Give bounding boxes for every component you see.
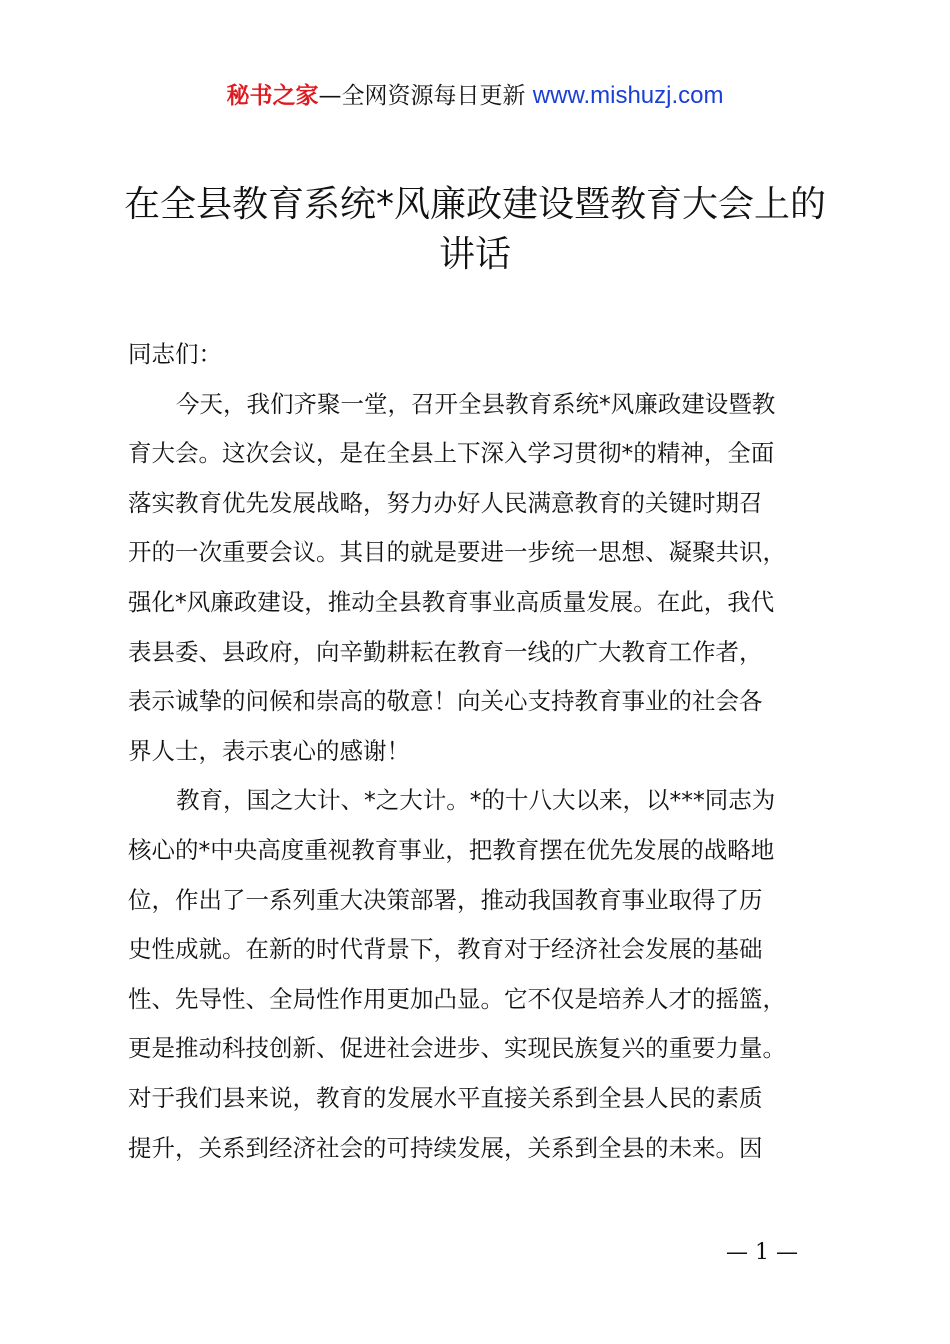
paragraph-line: 表县委、县政府，向辛勤耕耘在教育一线的广大教育工作者， bbox=[128, 637, 763, 666]
site-brand: 秘书之家 bbox=[226, 83, 319, 109]
paragraph-line: 落实教育优先发展战略，努力办好人民满意教育的关键时期召 bbox=[128, 488, 763, 517]
paragraph-line: 性、先导性、全局性作用更加凸显。它不仅是培养人才的摇篮， bbox=[128, 984, 786, 1013]
site-tagline: —全网资源每日更新 bbox=[318, 83, 533, 109]
document-body bbox=[128, 330, 840, 1173]
paragraph-line: 教育，国之大计、*之大计。*的十八大以来，以***同志为 bbox=[176, 786, 776, 815]
page-number: — 1 — bbox=[726, 1240, 798, 1265]
paragraph-line: 强化*风廉政建设，推动全县教育事业高质量发展。在此，我代 bbox=[128, 587, 775, 616]
salutation: 同志们： bbox=[128, 340, 222, 368]
paragraph-line: 史性成就。在新的时代背景下，教育对于经济社会发展的基础 bbox=[128, 935, 763, 964]
title-line-1: 在全县教育系统*风廉政建设暨教育大会上的 bbox=[123, 184, 826, 225]
paragraph-line: 育大会。这次会议，是在全县上下深入学习贯彻*的精神，全面 bbox=[128, 439, 775, 468]
paragraph-line: 更是推动科技创新、促进社会进步、实现民族复兴的重要力量。 bbox=[128, 1034, 786, 1063]
paragraph-line: 位，作出了一系列重大决策部署，推动我国教育事业取得了历 bbox=[128, 885, 763, 914]
paragraph-line: 界人士，表示衷心的感谢！ bbox=[128, 736, 410, 765]
paragraph-line: 今天，我们齐聚一堂，召开全县教育系统*风廉政建设暨教 bbox=[176, 389, 776, 418]
document-title bbox=[100, 180, 850, 280]
paragraph-line: 开的一次重要会议。其目的就是要进一步统一思想、凝聚共识， bbox=[128, 538, 786, 567]
paragraph-line: 表示诚挚的问候和崇高的敬意！向关心支持教育事业的社会各 bbox=[128, 687, 763, 716]
title-line-2: 讲话 bbox=[438, 234, 511, 275]
paragraph-line: 核心的*中央高度重视教育事业，把教育摆在优先发展的战略地 bbox=[128, 835, 775, 864]
site-header bbox=[0, 80, 950, 112]
site-url-link[interactable]: www.mishuzj.com bbox=[532, 82, 724, 109]
paragraph-line: 对于我们县来说，教育的发展水平直接关系到全县人民的素质 bbox=[128, 1083, 763, 1112]
paragraph-line: 提升，关系到经济社会的可持续发展，关系到全县的未来。因 bbox=[128, 1133, 763, 1162]
